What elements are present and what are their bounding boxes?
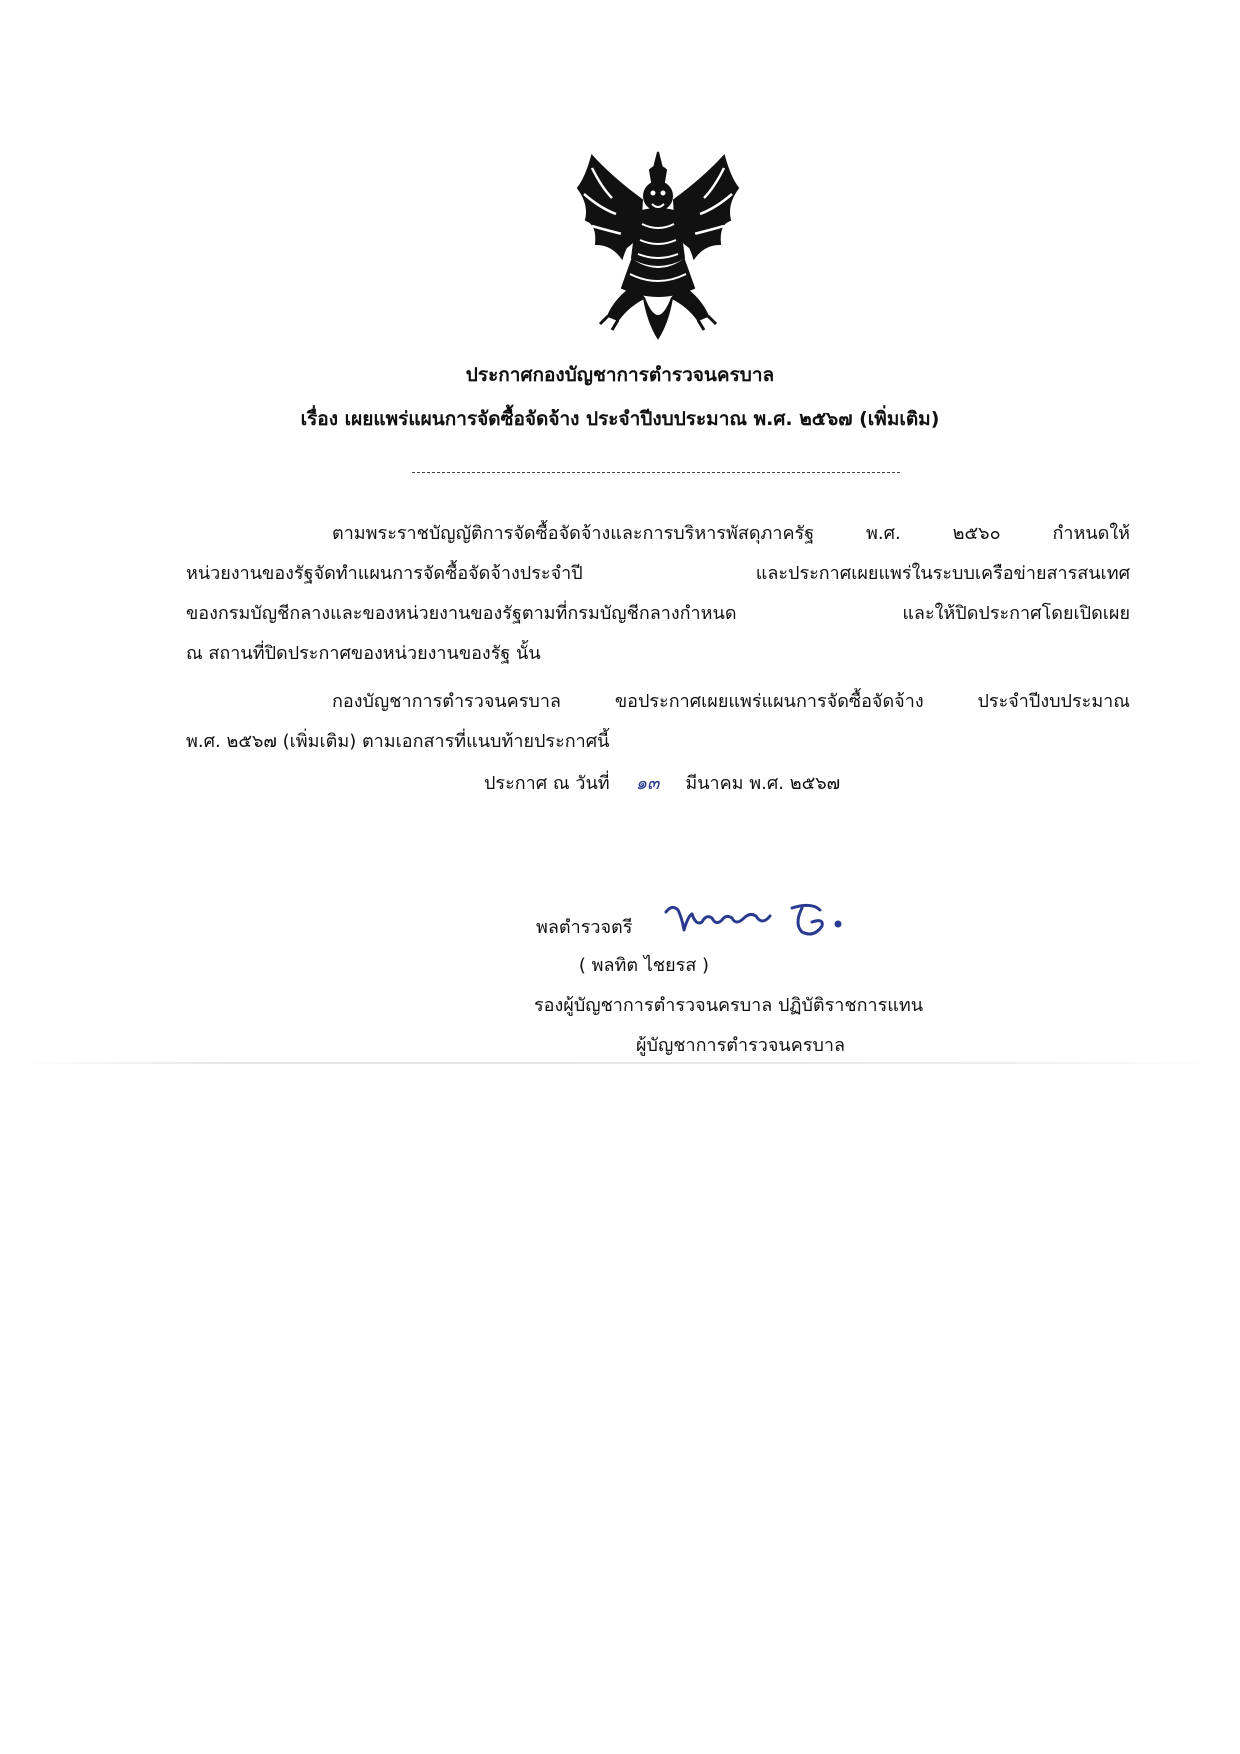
scan-artifact-line: [20, 1062, 1220, 1064]
paragraph-2-line-1: กองบัญชาการตำรวจนครบาล ขอประกาศเผยแพร่แผนการจัดซื้อจัดจ้าง ประจำปีงบประมาณ: [332, 691, 1130, 712]
handwritten-signature: [662, 896, 862, 946]
announcement-date: [484, 768, 840, 797]
signer-position-line-1: รองผู้บัญชาการตำรวจนครบาล ปฏิบัติราชการแทน: [534, 995, 924, 1016]
date-suffix: มีนาคม พ.ศ. ๒๕๖๗: [685, 773, 841, 794]
paragraph-1-line-4: ณ สถานที่ปิดประกาศของหน่วยงานของรัฐ นั้น: [186, 643, 541, 664]
paragraph-1-line-2: หน่วยงานของรัฐจัดทำแผนการจัดซื้อจัดจ้างประจำปี และประกาศเผยแพร่ในระบบเครือข่ายสารสนเทศ: [186, 563, 1130, 584]
paragraph-2-line-2: พ.ศ. ๒๕๖๗ (เพิ่มเติม) ตามเอกสารที่แนบท้ายประกาศนี้: [186, 731, 610, 752]
paragraph-1-line-3: ของกรมบัญชีกลางและของหน่วยงานของรัฐตามที่กรมบัญชีกลางกำหนด และให้ปิดประกาศโดยเปิดเผย: [186, 603, 1130, 624]
signer-name: ( พลทิต ไชยรส ): [578, 955, 710, 976]
divider: [412, 472, 900, 473]
paragraph-1-line-1: ตามพระราชบัญญัติการจัดซื้อจัดจ้างและการบริหารพัสดุภาครัฐ พ.ศ. ๒๕๖๐ กำหนดให้: [332, 523, 1130, 544]
garuda-emblem-icon: [572, 148, 744, 340]
signer-rank: พลตำรวจตรี: [536, 917, 633, 938]
date-prefix: ประกาศ ณ วันที่: [484, 773, 610, 794]
signer-position-line-2: ผู้บัญชาการตำรวจนครบาล: [636, 1035, 846, 1056]
date-day-handwritten: ๑๓: [635, 773, 660, 794]
announcement-title: ประกาศกองบัญชาการตำรวจนครบาล: [465, 364, 775, 386]
announcement-subject: เรื่อง เผยแพร่แผนการจัดซื้อจัดจ้าง ประจำปีงบประมาณ พ.ศ. ๒๕๖๗ (เพิ่มเติม): [300, 408, 940, 430]
